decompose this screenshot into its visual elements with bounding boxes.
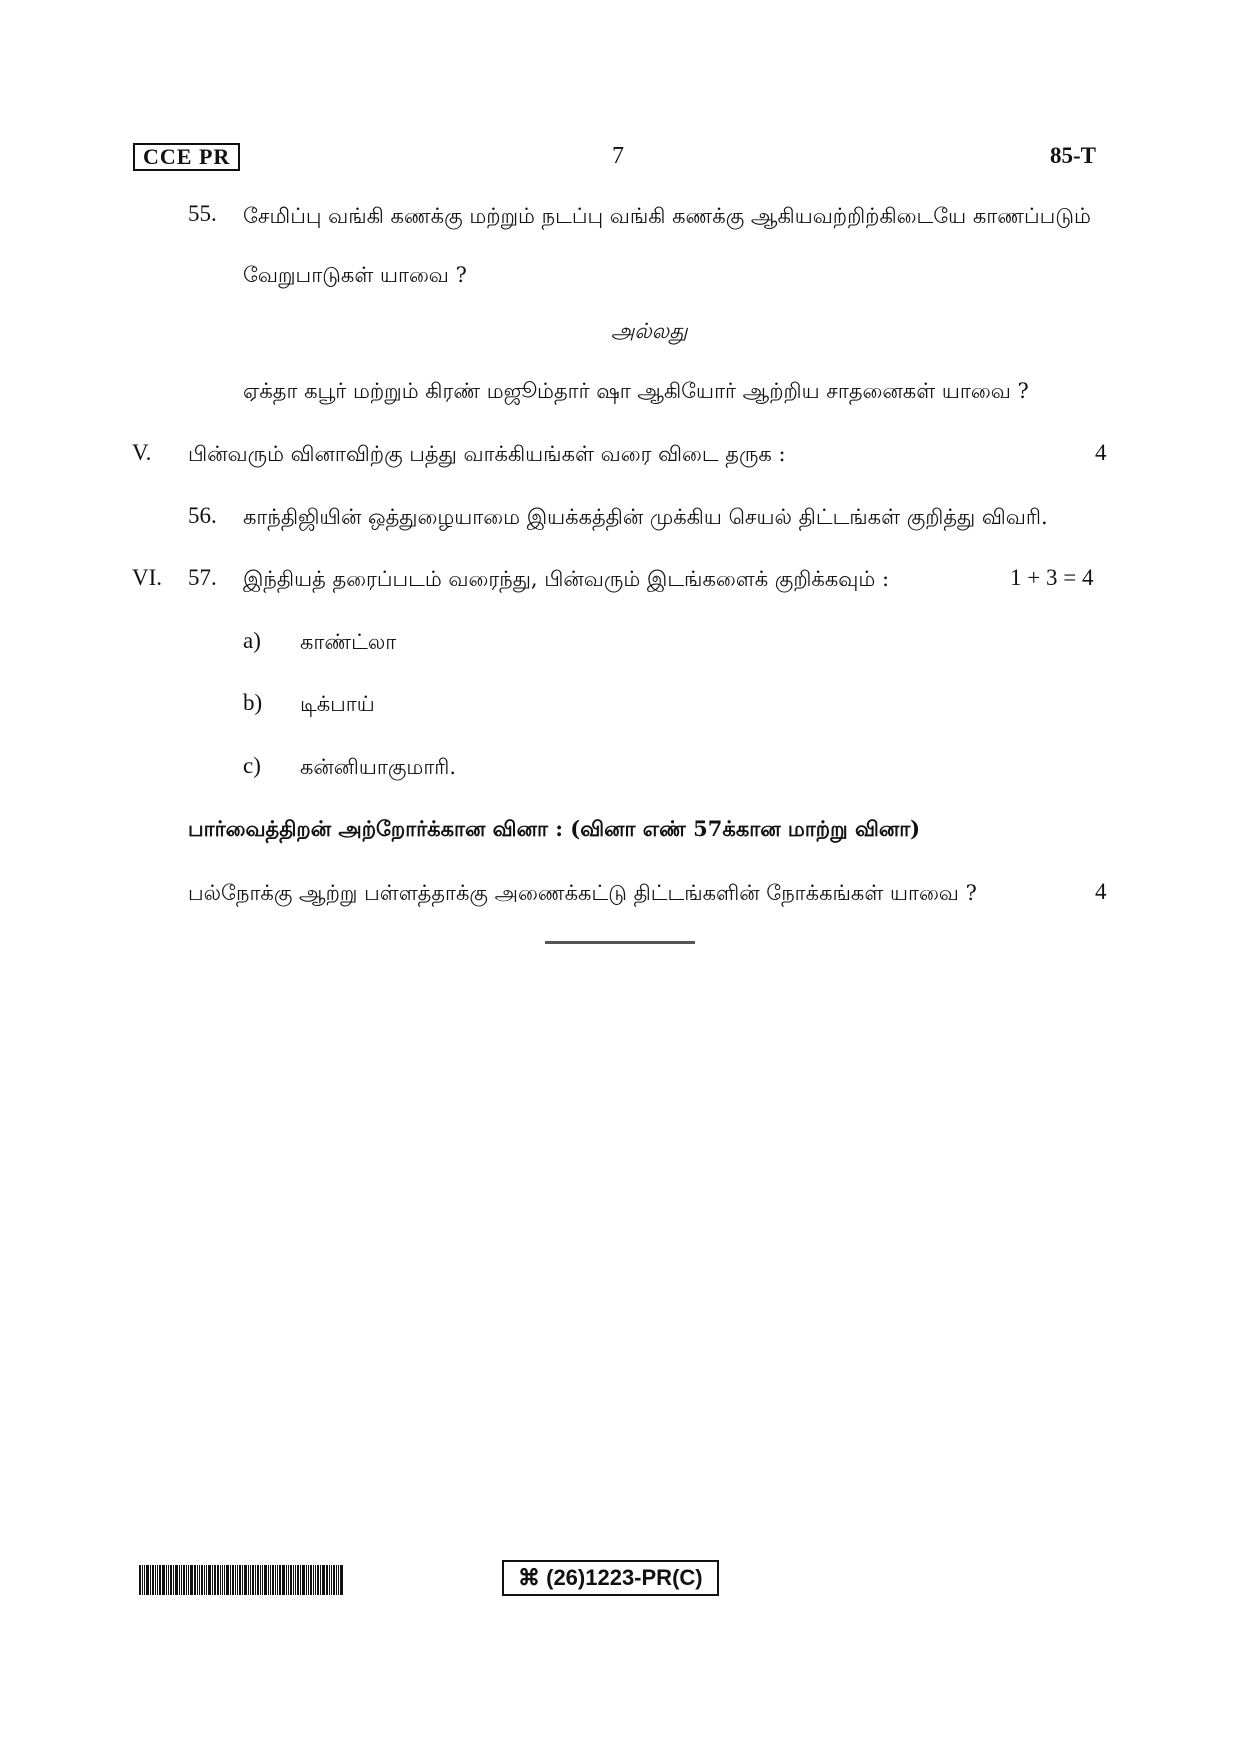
barcode-bar [186, 1565, 187, 1595]
barcode-bar [270, 1565, 271, 1595]
barcode-bar [279, 1565, 281, 1595]
barcode-bar [152, 1565, 154, 1595]
barcode-bar [295, 1565, 296, 1595]
q56-number: 56. [188, 503, 217, 528]
q55-alternative: ஏக்தா கபூர் மற்றும் கிரண் மஜூம்தார் ஷா ஆகியோர் ஆற்றிய சாதனைகள் யாவை ? [243, 379, 1029, 403]
barcode-bar [173, 1565, 174, 1595]
barcode-bar [181, 1565, 182, 1595]
barcode-bar [162, 1565, 165, 1595]
barcode-bar [252, 1565, 254, 1595]
barcode-bar [338, 1565, 339, 1595]
barcode-bar [170, 1565, 172, 1595]
barcode-bar [317, 1565, 319, 1595]
section-v-instruction: பின்வரும் வினாவிற்கு பத்து வாக்கியங்கள் வரை விடை தருக : [188, 442, 786, 466]
barcode-bar [250, 1565, 251, 1595]
barcode-bar [188, 1565, 189, 1595]
barcode-bar [144, 1565, 145, 1595]
barcode-bar [286, 1565, 287, 1595]
barcode-bar [306, 1565, 307, 1595]
barcode-bar [232, 1565, 234, 1595]
q55-or: அல்லது [611, 319, 688, 343]
barcode-bar [201, 1565, 203, 1595]
barcode-bar [322, 1565, 325, 1595]
q55-line2: வேறுபாடுகள் யாவை ? [243, 263, 467, 287]
barcode-bar [248, 1565, 249, 1595]
q57-item-a-text: காண்ட்லா [300, 630, 397, 654]
barcode-bar [264, 1565, 267, 1595]
q57-number: 57. [188, 565, 217, 590]
barcode-bar [220, 1565, 221, 1595]
barcode-bar [329, 1565, 330, 1595]
visually-impaired-heading: பார்வைத்திறன் அற்றோர்க்கான வினா : (வினா எண் 57க்கான மாற்று வினா) [188, 816, 921, 841]
barcode-bar [336, 1565, 337, 1595]
q55-number: 55. [188, 201, 217, 226]
barcode-bar [268, 1565, 269, 1595]
barcode-bar [212, 1565, 213, 1595]
barcode-bar [293, 1565, 294, 1595]
section-v-roman: V. [132, 440, 152, 465]
barcode [139, 1565, 369, 1595]
barcode-bar [150, 1565, 151, 1595]
barcode-bar [308, 1565, 309, 1595]
barcode-bar [199, 1565, 200, 1595]
barcode-bar [226, 1565, 229, 1595]
q57-item-b-text: டிக்பாய் [300, 692, 375, 716]
barcode-bar [297, 1565, 299, 1595]
q57-item-b-label: b) [243, 690, 263, 715]
barcode-bar [179, 1565, 180, 1595]
q57-item-c-label: c) [243, 753, 261, 778]
barcode-bar [331, 1565, 332, 1595]
barcode-bar [275, 1565, 276, 1595]
barcode-bar [302, 1565, 305, 1595]
q56-text: காந்திஜியின் ஒத்துழையாமை இயக்கத்தின் முக்கிய செயல் திட்டங்கள் குறித்து விவரி. [243, 505, 1048, 529]
q55-line1: சேமிப்பு வங்கி கணக்கு மற்றும் நடப்பு வங்கி கணக்கு ஆகியவற்றிற்கிடையே காணப்படும் [243, 204, 1091, 228]
barcode-bar [300, 1565, 301, 1595]
barcode-bar [142, 1565, 143, 1595]
barcode-bar [244, 1565, 247, 1595]
barcode-bar [146, 1565, 149, 1595]
barcode-bar [230, 1565, 231, 1595]
barcode-bar [190, 1565, 193, 1595]
barcode-bar [262, 1565, 263, 1595]
barcode-bar [157, 1565, 158, 1595]
barcode-bar [235, 1565, 236, 1595]
barcode-bar [333, 1565, 335, 1595]
paper-code: 85-T [1050, 143, 1096, 168]
barcode-bar [320, 1565, 321, 1595]
section-vi-roman: VI. [132, 565, 163, 590]
barcode-bar [175, 1565, 178, 1595]
barcode-bar [206, 1565, 207, 1595]
barcode-bar [313, 1565, 314, 1595]
visually-impaired-marks: 4 [1095, 879, 1107, 904]
barcode-bar [242, 1565, 243, 1595]
barcode-bar [239, 1565, 241, 1595]
barcode-bar [272, 1565, 274, 1595]
barcode-bar [183, 1565, 185, 1595]
barcode-bar [326, 1565, 328, 1595]
barcode-bar [214, 1565, 216, 1595]
barcode-bar [277, 1565, 278, 1595]
barcode-bar [224, 1565, 225, 1595]
barcode-bar [310, 1565, 312, 1595]
barcode-bar [166, 1565, 167, 1595]
end-rule [545, 941, 695, 944]
barcode-bar [204, 1565, 205, 1595]
barcode-bar [257, 1565, 259, 1595]
header-cce-pr-box: CCE PR [133, 143, 240, 171]
barcode-bar [217, 1565, 219, 1595]
barcode-bar [155, 1565, 156, 1595]
barcode-bar [168, 1565, 169, 1595]
barcode-bar [260, 1565, 261, 1595]
visually-impaired-question: பல்நோக்கு ஆற்று பள்ளத்தாக்கு அணைக்கட்டு திட்டங்களின் நோக்கங்கள் யாவை ? [188, 881, 977, 905]
barcode-bar [255, 1565, 256, 1595]
barcode-bar [315, 1565, 316, 1595]
q57-item-a-label: a) [243, 628, 261, 653]
section-v-marks: 4 [1095, 440, 1107, 465]
barcode-bar [159, 1565, 161, 1595]
barcode-bar [340, 1565, 343, 1595]
q57-marks: 1 + 3 = 4 [1010, 565, 1094, 590]
barcode-bar [237, 1565, 238, 1595]
barcode-bar [288, 1565, 289, 1595]
barcode-bar [194, 1565, 196, 1595]
q57-text: இந்தியத் தரைப்படம் வரைந்து, பின்வரும் இடங்களைக் குறிக்கவும் : [243, 567, 890, 591]
barcode-bar [282, 1565, 285, 1595]
barcode-bar [222, 1565, 223, 1595]
q57-item-c-text: கன்னியாகுமாரி. [300, 755, 457, 779]
barcode-bar [290, 1565, 292, 1595]
barcode-bar [208, 1565, 211, 1595]
barcode-bar [197, 1565, 198, 1595]
footer-code-box: ⌘ (26)1223-PR(C) [502, 1560, 719, 1596]
barcode-bar [139, 1565, 141, 1595]
page-number: 7 [612, 143, 624, 169]
